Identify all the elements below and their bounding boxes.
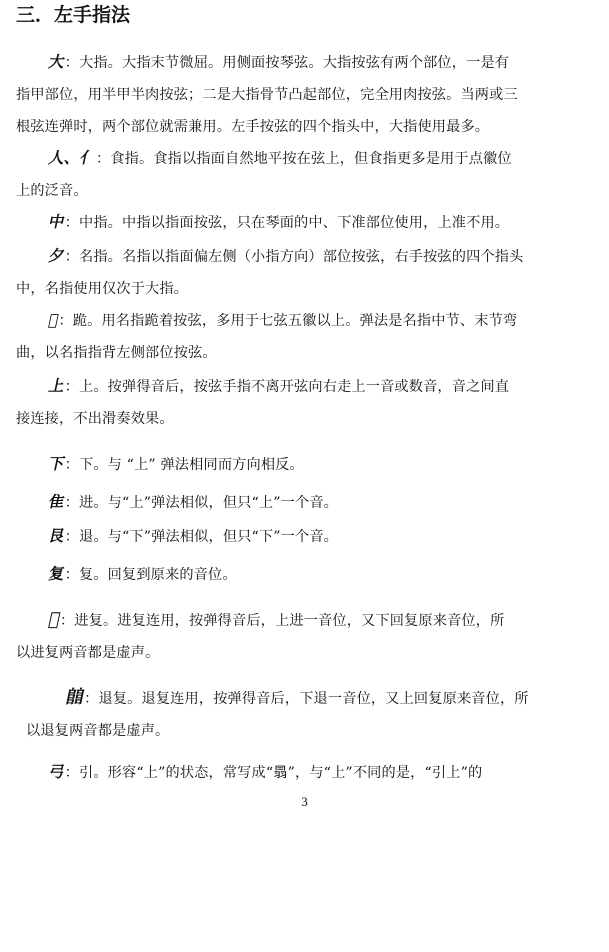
fingering-entry-index [16,142,591,207]
entry-text-line: ：退复。退复连用，按弹得音后，下退一音位，又上回复原来音位，所 [84,691,529,707]
fingering-entry-ring [16,240,591,305]
entry-text-line: ：下。与 “上” 弹法相同而方向相反。 [64,457,304,473]
fingering-entry-return [16,558,591,591]
fingering-entry-lead [16,756,591,789]
fingering-symbol: 艮 [47,526,67,545]
entry-text-line: ：复。回复到原来的音位。 [64,567,237,583]
entry-text-line: ：食指。食指以指面自然地平按在弦上，但食指更多是用于点徽位 [95,151,512,167]
fingering-symbol: 下 [47,454,67,473]
entry-text-line: 上的泛音。 [16,183,88,199]
entry-text-line: ：上。按弹得音后，按弦手指不离开弦向右走上一音或数音，音之间直 [64,379,510,395]
fingering-entry-advance-return [16,604,591,669]
fingering-symbol: 大 [47,52,67,71]
fingering-symbol: 人、亻 [47,148,99,167]
fingering-entry-advance [16,486,591,519]
entry-text-line: ：中指。中指以指面按弦，只在琴面的中、下准部位使用，上准不用。 [64,215,510,231]
fingering-symbol: 夕 [47,246,67,265]
entry-text-line: ：退。与“下”弹法相似，但只“下”一个音。 [64,529,339,545]
entry-text-line: ：跪。用名指跪着按弦，多用于七弦五徽以上。弹法是名指中节、末节弯 [58,313,518,329]
fingering-symbol: 𪥬 [46,609,63,630]
fingering-symbol: 中 [47,212,67,231]
fingering-entry-thumb [16,46,591,143]
fingering-symbol: 隹 [47,492,67,511]
entry-text-line: ：进。与“上”弹法相似，但只“上”一个音。 [64,495,339,511]
fingering-entry-middle [16,206,591,239]
fingering-symbol: 𨺅 [63,687,87,708]
entry-text-line: 曲，以名指指背左侧部位按弦。 [16,345,217,361]
entry-text-line: 接连接，不出滑奏效果。 [16,411,174,427]
entry-text-line: 以退复两音都是虚声。 [26,723,170,739]
entry-text-line: 以进复两音都是虚声。 [16,645,160,661]
fingering-symbol: 上 [47,376,67,395]
fingering-symbol: 弓 [47,762,67,781]
fingering-entry-kneel [16,304,591,369]
fingering-symbol: 复 [47,564,67,583]
entry-text-line: ：大指。大指末节微屈。用侧面按琴弦。大指按弦有两个部位，一是有 [64,55,510,71]
fingering-symbol: 𠯁 [47,310,61,329]
entry-text-line: 指甲部位，用半甲半肉按弦；二是大指骨节凸起部位，完全用肉按弦。当两或三 [16,87,518,103]
section-heading: 三．左手指法 [16,4,131,26]
fingering-entry-retreat-return [16,682,591,747]
entry-text-line: 中，名指使用仅次于大指。 [16,281,189,297]
entry-text-line: 根弦连弹时，两个部位就需兼用。左手按弦的四个指头中，大指使用最多。 [16,119,490,135]
fingering-entry-retreat [16,520,591,553]
entry-text-line: ：名指。名指以指面偏左侧（小指方向）部位按弦，右手按弦的四个指头 [64,249,524,265]
entry-text-line: ：进复。进复连用，按弹得音后，上进一音位，又下回复原来音位，所 [59,613,505,629]
fingering-entry-down [16,448,591,481]
entry-text-line: ：引。形容“上”的状态，常写成“𦐇”，与“上”不同的是，“引上”的 [64,765,483,781]
fingering-entry-up [16,370,591,435]
page-number: 3 [301,794,308,809]
